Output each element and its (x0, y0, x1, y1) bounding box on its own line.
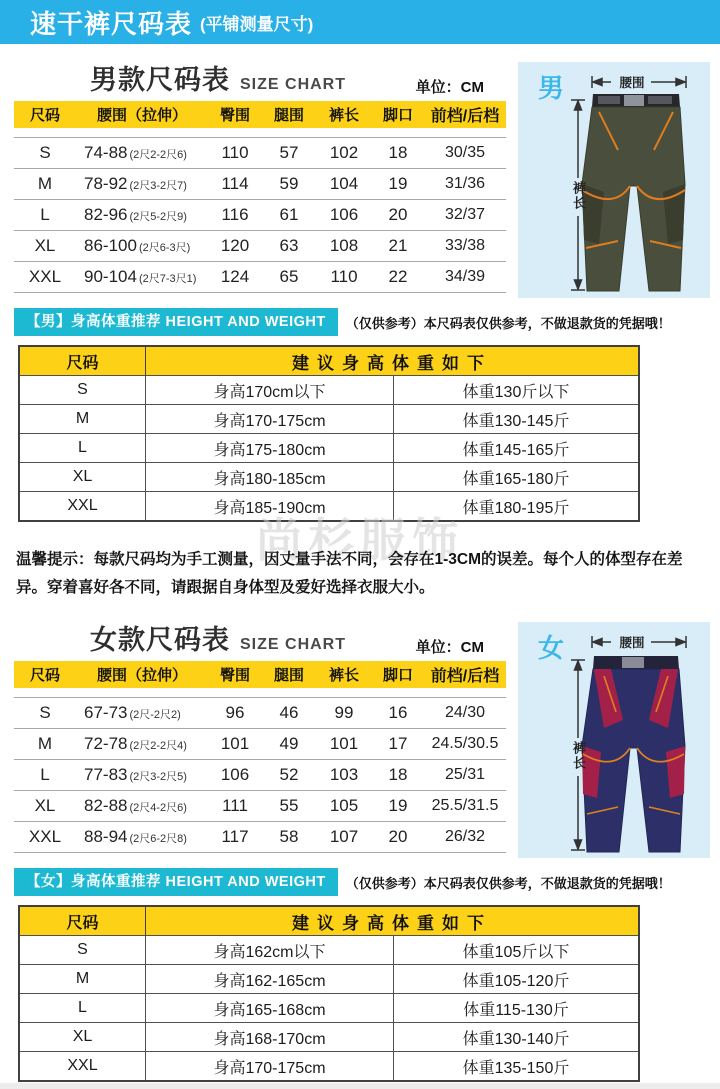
cell-hem: 22 (388, 267, 408, 286)
column-header-waist: 腰围（拉伸） (96, 667, 187, 684)
womens-size-table-body (14, 697, 506, 853)
cell-length: 99 (334, 703, 354, 722)
cell-size: S (20, 376, 146, 404)
cell-rise: 24.5/30.5 (431, 735, 499, 752)
table-row (14, 200, 506, 231)
cell-weight: 体重130-145斤 (462, 412, 570, 430)
table-row (14, 729, 506, 760)
waist-value: 90-104 (84, 267, 137, 286)
cell-thigh: 59 (279, 174, 299, 193)
cell-thigh: 49 (279, 734, 299, 753)
cell-weight: 体重180-195斤 (462, 499, 570, 517)
cell-height: 身高165-168cm (146, 994, 394, 1022)
cell-waist (76, 267, 208, 287)
cell-height: 身高168-170cm (146, 1023, 394, 1051)
mens-hw-note: （仅供参考）本尺码表仅供参考，不做退款货的凭据哦！ (345, 315, 671, 331)
table-row (14, 698, 506, 729)
mens-height-weight-table (18, 345, 640, 522)
cell-rise: 25.5/31.5 (431, 797, 499, 814)
cell-size: XL (34, 236, 56, 255)
cell-waist (76, 765, 208, 785)
cell-waist (76, 205, 208, 225)
cell-size: XXL (20, 1052, 146, 1080)
cell-length: 104 (329, 174, 359, 193)
column-header-length: 裤长 (328, 107, 359, 124)
cell-size: XL (20, 1023, 146, 1051)
column-header-hem: 脚口 (382, 667, 413, 684)
cell-length: 101 (329, 734, 359, 753)
cell-rise: 24/30 (444, 704, 486, 721)
cell-hip: 110 (221, 143, 249, 162)
cell-hem: 16 (388, 703, 408, 722)
cell-waist (76, 703, 208, 723)
cell-hip: 96 (225, 703, 245, 722)
waist-value: 82-96 (84, 205, 128, 224)
cell-hem: 18 (388, 765, 408, 784)
column-header-size: 尺码 (29, 107, 60, 124)
cell-weight: 体重165-180斤 (462, 470, 570, 488)
cell-thigh: 65 (279, 267, 299, 286)
table-row (14, 138, 506, 169)
womens-hw-banner: 【女】身高体重推荐 HEIGHT AND WEIGHT (14, 868, 338, 896)
waist-annotation: 腰围 (619, 636, 645, 650)
column-header-hem: 脚口 (382, 107, 413, 124)
waist-note: (2尺5-2尺9) (129, 211, 187, 223)
cell-weight: 体重130斤以下 (462, 383, 570, 401)
table-row (20, 462, 638, 491)
cell-waist (76, 734, 208, 754)
cell-length: 106 (329, 205, 359, 224)
gender-label: 男 (538, 73, 565, 103)
womens-hw-banner-row (14, 868, 671, 896)
column-header-hip: 臀围 (219, 107, 250, 124)
waist-value: 86-100 (84, 236, 137, 255)
cell-rise: 31/36 (444, 175, 486, 192)
womens-hw-note: （仅供参考）本尺码表仅供参考，不做退款货的凭据哦！ (345, 875, 671, 891)
cell-waist (76, 236, 208, 256)
cell-size: M (37, 174, 53, 193)
cell-hem: 19 (388, 796, 408, 815)
waist-annotation: 腰围 (619, 76, 645, 90)
cell-hem: 18 (388, 143, 408, 162)
section-title-en: SIZE CHART (240, 76, 346, 93)
cell-hip: 120 (220, 236, 250, 255)
section-title-en: SIZE CHART (240, 636, 346, 653)
cell-height: 身高170cm以下 (146, 376, 394, 404)
hw-header-main: 建议身高体重如下 (292, 353, 492, 373)
length-annotation: 裤长 (571, 741, 586, 771)
cell-size: XXL (28, 267, 62, 286)
table-row (20, 1022, 638, 1051)
waist-note: (2尺3-2尺7) (129, 180, 187, 192)
mens-hw-banner-row (14, 308, 671, 336)
hw-header-size: 尺码 (20, 907, 146, 935)
cell-thigh: 61 (279, 205, 299, 224)
mens-size-table (14, 101, 506, 293)
table-row (20, 993, 638, 1022)
waist-note: (2尺2-2尺4) (129, 740, 187, 752)
waist-note: (2尺3-2尺5) (129, 771, 187, 783)
cell-thigh: 58 (279, 827, 299, 846)
cell-thigh: 46 (279, 703, 299, 722)
cell-rise: 33/38 (444, 237, 486, 254)
column-header-waist: 腰围（拉伸） (96, 107, 187, 124)
cell-length: 105 (329, 796, 359, 815)
cell-hem: 21 (388, 236, 408, 255)
column-header-rise: 前档/后档 (430, 108, 500, 125)
column-header-hip: 臀围 (219, 667, 250, 684)
brand-watermark: 尚杉服饰 (256, 514, 464, 566)
cell-size: L (20, 994, 146, 1022)
waist-value: 78-92 (84, 174, 128, 193)
column-header-size: 尺码 (29, 667, 60, 684)
cell-hem: 17 (388, 734, 408, 753)
cell-waist (76, 796, 208, 816)
cell-height: 身高170-175cm (146, 405, 394, 433)
cell-weight: 体重145-165斤 (462, 441, 570, 459)
cell-size: L (40, 205, 50, 224)
waist-value: 74-88 (84, 143, 128, 162)
table-row (20, 433, 638, 462)
cell-weight: 体重105斤以下 (462, 943, 570, 961)
column-header-length: 裤长 (328, 667, 359, 684)
waist-note: (2尺6-2尺8) (129, 833, 187, 845)
cell-height: 身高175-180cm (146, 434, 394, 462)
waist-note: (2尺2-2尺6) (129, 149, 187, 161)
womens-size-table-header (14, 661, 506, 688)
column-header-thigh: 腿围 (273, 107, 304, 124)
womens-pants-image (518, 622, 710, 858)
cell-rise: 30/35 (444, 144, 486, 161)
cell-height: 身高162cm以下 (146, 936, 394, 964)
page-header-banner (0, 0, 720, 44)
waist-note: (2尺7-3尺1) (138, 273, 197, 285)
cell-hem: 19 (388, 174, 408, 193)
mens-pants-image (518, 62, 710, 298)
hw-table-header (20, 907, 638, 935)
table-row (14, 169, 506, 200)
cell-hip: 116 (221, 205, 249, 224)
cell-size: S (39, 143, 51, 162)
cell-weight: 体重105-120斤 (462, 972, 570, 990)
cell-hip: 117 (221, 827, 249, 846)
cell-thigh: 52 (279, 765, 299, 784)
cell-weight: 体重115-130斤 (463, 1001, 569, 1019)
waist-note: (2尺4-2尺6) (129, 802, 187, 814)
cell-length: 108 (329, 236, 359, 255)
cell-waist (76, 143, 208, 163)
bottom-divider (0, 1083, 720, 1089)
cell-waist (76, 174, 208, 194)
cell-hip: 101 (220, 734, 250, 753)
page-subtitle: (平铺测量尺寸) (200, 14, 314, 34)
table-row (14, 791, 506, 822)
measurement-tip: 温馨提示：每款尺码均为手工测量，因丈量手法不同，会存在1-3CM的误差。每个人的体型存在差异。穿着喜好各不同，请跟据自身体型及爱好选择衣服大小。 (16, 551, 683, 596)
cell-hem: 20 (388, 205, 408, 224)
cell-thigh: 55 (279, 796, 299, 815)
mens-size-table-header (14, 101, 506, 128)
mens-unit-label: 单位：CM (415, 79, 484, 96)
cell-size: XL (34, 796, 56, 815)
table-row (20, 964, 638, 993)
cell-size: L (40, 765, 50, 784)
cell-size: M (20, 405, 146, 433)
cell-height: 身高185-190cm (146, 492, 394, 520)
cell-thigh: 63 (279, 236, 299, 255)
cell-size: XXL (20, 492, 146, 520)
cell-size: XXL (28, 827, 62, 846)
table-row (14, 231, 506, 262)
hw-header-size: 尺码 (20, 347, 146, 375)
mens-hw-banner: 【男】身高体重推荐 HEIGHT AND WEIGHT (14, 308, 338, 336)
cell-length: 102 (329, 143, 359, 162)
waist-note: (2尺-2尺2) (129, 709, 181, 721)
hw-header-main: 建议身高体重如下 (292, 913, 492, 933)
table-row (14, 262, 506, 293)
cell-hip: 114 (221, 174, 249, 193)
cell-size: S (39, 703, 51, 722)
mens-size-table-body (14, 137, 506, 293)
cell-length: 107 (329, 827, 359, 846)
section-title-cn: 男款尺码表 (90, 65, 230, 95)
cell-height: 身高170-175cm (146, 1052, 394, 1080)
cell-length: 110 (330, 267, 358, 286)
cell-thigh: 57 (279, 143, 299, 162)
cell-hip: 106 (220, 765, 250, 784)
page-title: 速干裤尺码表 (30, 8, 193, 39)
cell-weight: 体重135-150斤 (462, 1059, 570, 1077)
waist-note: (2尺6-3尺) (138, 242, 191, 254)
section-title-cn: 女款尺码表 (90, 625, 230, 655)
cell-height: 身高180-185cm (146, 463, 394, 491)
waist-value: 72-78 (84, 734, 128, 753)
table-row (20, 404, 638, 433)
table-row (20, 375, 638, 404)
cell-length: 103 (329, 765, 359, 784)
womens-size-table (14, 661, 506, 853)
table-row (14, 760, 506, 791)
table-row (20, 1051, 638, 1080)
waist-value: 77-83 (84, 765, 128, 784)
waist-value: 67-73 (84, 703, 128, 722)
cell-height: 身高162-165cm (146, 965, 394, 993)
womens-section-title (90, 618, 346, 657)
mens-section-title (90, 58, 346, 97)
cell-rise: 26/32 (444, 828, 486, 845)
cell-size: M (20, 965, 146, 993)
cell-hem: 20 (388, 827, 408, 846)
cell-size: XL (20, 463, 146, 491)
cell-rise: 32/37 (444, 206, 486, 223)
cell-waist (76, 827, 208, 847)
cell-rise: 25/31 (444, 766, 486, 783)
cell-size: M (37, 734, 53, 753)
table-row (20, 935, 638, 964)
cell-hip: 111 (222, 796, 248, 815)
column-header-thigh: 腿围 (273, 667, 304, 684)
cell-hip: 124 (220, 267, 250, 286)
cell-size: S (20, 936, 146, 964)
cell-rise: 34/39 (444, 268, 486, 285)
table-row (14, 822, 506, 853)
womens-unit-label: 单位：CM (415, 639, 484, 656)
cell-size: L (20, 434, 146, 462)
column-header-rise: 前档/后档 (430, 668, 500, 685)
gender-label: 女 (538, 633, 565, 663)
length-annotation: 裤长 (571, 181, 586, 211)
waist-value: 82-88 (84, 796, 128, 815)
cell-weight: 体重130-140斤 (462, 1030, 570, 1048)
waist-value: 88-94 (84, 827, 128, 846)
hw-table-header (20, 347, 638, 375)
womens-height-weight-table (18, 905, 640, 1082)
